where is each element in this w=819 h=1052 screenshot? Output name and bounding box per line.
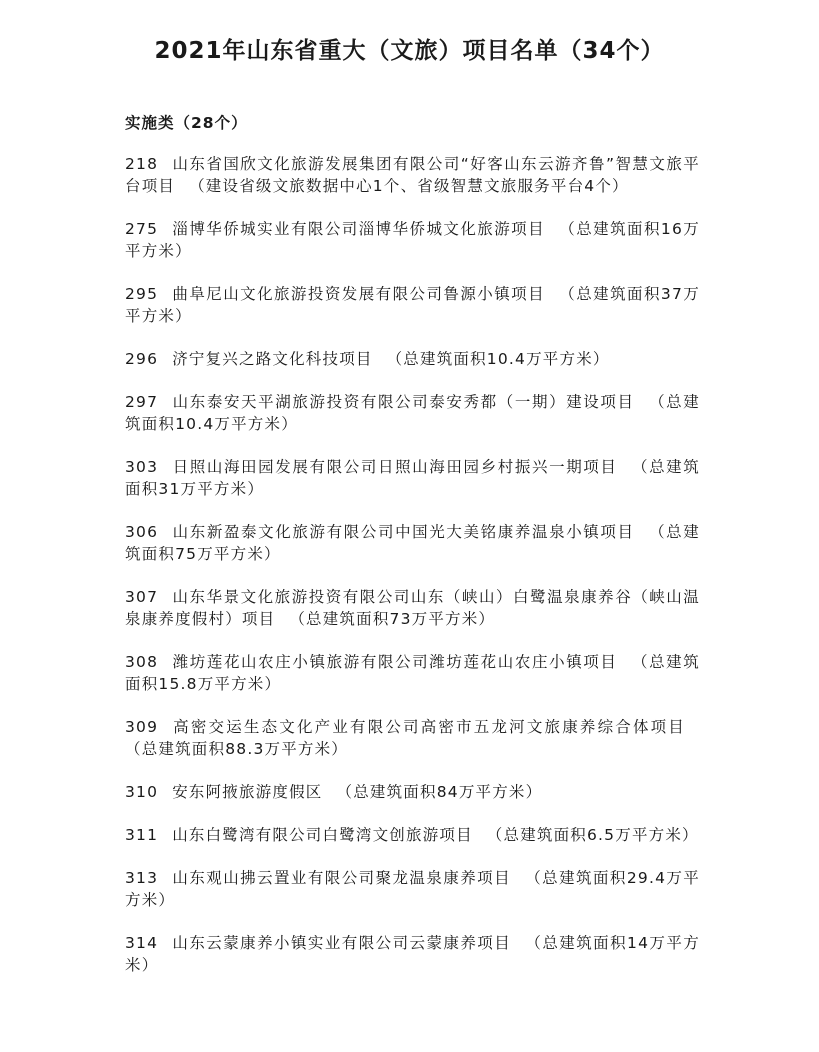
- project-number: 307: [125, 588, 159, 606]
- document-title: 2021年山东省重大（文旅）项目名单（34个）: [154, 38, 665, 64]
- project-number: 297: [125, 393, 159, 411]
- project-detail: （总建筑面积75万平方米）: [125, 523, 700, 563]
- project-detail: （总建筑面积10.4万平方米）: [125, 393, 700, 433]
- project-name: 日照山海田园发展有限公司日照山海田园乡村振兴一期项目: [172, 458, 618, 476]
- project-detail: （总建筑面积73万平方米）: [289, 610, 496, 628]
- project-list: [125, 153, 700, 997]
- project-name: 高密交运生态文化产业有限公司高密市五龙河文旅康养综合体项目: [172, 718, 686, 736]
- project-number: 309: [125, 718, 159, 736]
- list-item: [125, 824, 700, 846]
- list-item: [125, 586, 700, 630]
- project-name: 山东观山拂云置业有限公司聚龙温泉康养项目: [172, 869, 512, 887]
- project-name: 济宁复兴之路文化科技项目: [172, 350, 373, 368]
- project-detail: （总建筑面积88.3万平方米）: [125, 740, 349, 758]
- list-item: [125, 781, 700, 803]
- project-detail: （总建筑面积14万平方米）: [125, 934, 700, 974]
- category-heading: 实施类（28个）: [125, 114, 248, 132]
- project-name: 安东阿掖旅游度假区: [172, 783, 323, 801]
- project-name: 山东新盈泰文化旅游有限公司中国光大美铭康养温泉小镇项目: [172, 523, 635, 541]
- project-number: 308: [125, 653, 159, 671]
- project-detail: （总建筑面积37万平方米）: [125, 285, 700, 325]
- project-detail: （总建筑面积84万平方米）: [336, 783, 543, 801]
- project-name: 山东省国欣文化旅游发展集团有限公司“好客山东云游齐鲁”智慧文旅平台项目: [125, 155, 700, 195]
- project-number: 313: [125, 869, 159, 887]
- project-name: 山东泰安天平湖旅游投资有限公司泰安秀都（一期）建设项目: [172, 393, 635, 411]
- project-number: 314: [125, 934, 159, 952]
- list-item: [125, 391, 700, 435]
- project-detail: （总建筑面积31万平方米）: [125, 458, 700, 498]
- project-number: 311: [125, 826, 159, 844]
- project-detail: （总建筑面积15.8万平方米）: [125, 653, 700, 693]
- list-item: [125, 932, 700, 976]
- project-name: 曲阜尼山文化旅游投资发展有限公司鲁源小镇项目: [172, 285, 546, 303]
- project-detail: （总建筑面积29.4万平方米）: [125, 869, 700, 909]
- project-number: 296: [125, 350, 159, 368]
- project-name: 山东白鹭湾有限公司白鹭湾文创旅游项目: [172, 826, 473, 844]
- project-detail: （总建筑面积6.5万平方米）: [486, 826, 699, 844]
- list-item: [125, 716, 700, 760]
- list-item: [125, 867, 700, 911]
- project-name: 淄博华侨城实业有限公司淄博华侨城文化旅游项目: [172, 220, 546, 238]
- project-name: 山东云蒙康养小镇实业有限公司云蒙康养项目: [172, 934, 512, 952]
- project-number: 310: [125, 783, 159, 801]
- project-number: 303: [125, 458, 159, 476]
- list-item: [125, 283, 700, 327]
- project-name: 潍坊莲花山农庄小镇旅游有限公司潍坊莲花山农庄小镇项目: [172, 653, 618, 671]
- project-detail: （建设省级文旅数据中心1个、省级智慧文旅服务平台4个）: [189, 177, 629, 195]
- project-detail: （总建筑面积10.4万平方米）: [386, 350, 610, 368]
- project-number: 218: [125, 155, 159, 173]
- project-name: 山东华景文化旅游投资有限公司山东（峡山）白鹭温泉康养谷（峡山温泉康养度假村）项目: [125, 588, 700, 628]
- list-item: [125, 456, 700, 500]
- list-item: [125, 521, 700, 565]
- project-number: 275: [125, 220, 159, 238]
- project-number: 306: [125, 523, 159, 541]
- project-detail: （总建筑面积16万平方米）: [125, 220, 700, 260]
- project-number: 295: [125, 285, 159, 303]
- list-item: [125, 218, 700, 262]
- list-item: [125, 651, 700, 695]
- list-item: [125, 348, 700, 370]
- list-item: [125, 153, 700, 197]
